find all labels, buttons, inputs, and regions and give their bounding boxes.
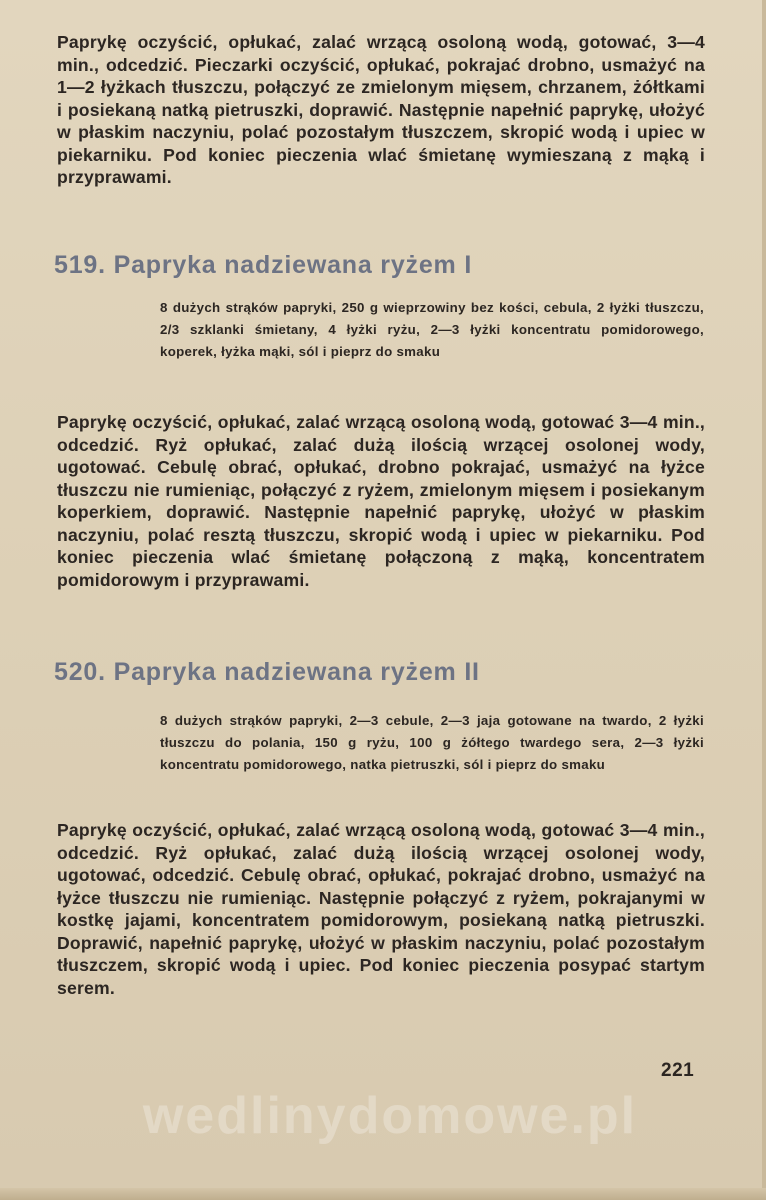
page-number: 221 <box>661 1060 695 1081</box>
page-edge-right <box>762 0 766 1200</box>
page-edge-bottom <box>0 1188 766 1200</box>
watermark: wedlinydomowe.pl <box>142 1087 638 1145</box>
recipe-519-title: 519. Papryka nadziewana ryżem I <box>54 251 473 279</box>
intro-paragraph: Paprykę oczyścić, opłukać, zalać wrzącą osoloną wodą, gotować, 3—4 min., odcedzić. Pieczarki oczyścić, opłukać, pokrajać drobno, usmażyć na 1—2 łyżkach tłuszczu, połączyć ze zmielonym mięsem, chrzanem, żółtkami i posiekaną natką pietruszki, doprawić. Następnie napełnić paprykę, ułożyć w płaskim naczyniu, polać pozostałym tłuszczem, skropić wodą i upiec w piekarniku. Pod koniec pieczenia wlać śmietanę wymieszaną z mąką i przyprawami. <box>57 32 705 187</box>
recipe-520-title: 520. Papryka nadziewana ryżem II <box>54 658 480 686</box>
recipe-519-ingredients: 8 dużych strąków papryki, 250 g wieprzowiny bez kości, cebula, 2 łyżki tłuszczu, 2/3 szklanki śmietany, 4 łyżki ryżu, 2—3 łyżki koncentratu pomidorowego, koperek, łyżka mąki, sól i pieprz do smaku <box>160 300 704 359</box>
recipe-520-instructions: Paprykę oczyścić, opłukać, zalać wrzącą osoloną wodą, gotować 3—4 min., odcedzić. Ryż opłukać, zalać dużą ilością wrzącej osolonej wody, ugotować, odcedzić. Cebulę obrać, opłukać, pokrajać drobno, usmażyć na łyżce tłuszczu nie rumieniąc. Następnie połączyć z ryżem, pokrajanymi w kostkę jajami, koncentratem pomidorowym, posiekaną natką pietruszki. Doprawić, napełnić paprykę, ułożyć w płaskim naczyniu, polać pozostałym tłuszczem, skropić wodą i upiec. Pod koniec pieczenia posypać startym serem. <box>57 820 705 998</box>
recipe-520-ingredients: 8 dużych strąków papryki, 2—3 cebule, 2—3 jaja gotowane na twardo, 2 łyżki tłuszczu do polania, 150 g ryżu, 100 g żółtego twardego sera, 2—3 łyżki koncentratu pomidorowego, natka pietruszki, sól i pieprz do smaku <box>160 713 704 772</box>
recipe-519-instructions: Paprykę oczyścić, opłukać, zalać wrzącą osoloną wodą, gotować 3—4 min., odcedzić. Ryż opłukać, zalać dużą ilością wrzącej osolonej wody, ugotować. Cebulę obrać, opłukać, drobno pokrajać, usmażyć na łyżce tłuszczu nie rumieniąc, połączyć z ryżem, zmielonym mięsem i posiekanym koperkiem, doprawić. Następnie napełnić paprykę, ułożyć w płaskim naczyniu, polać resztą tłuszczu, skropić wodą i upiec w piekarniku. Pod koniec pieczenia wlać śmietanę połączoną z mąką, koncentratem pomidorowym i przyprawami. <box>57 412 705 590</box>
